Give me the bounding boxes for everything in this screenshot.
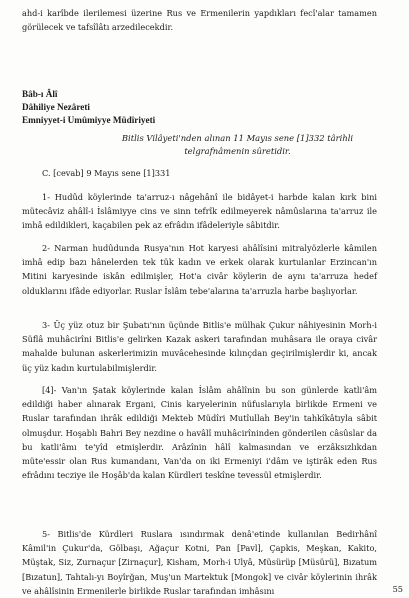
header-line-2: Dâhiliye Nezâreti <box>22 102 90 112</box>
paragraph-1: 1- Hudûd köylerinde ta'arruz-ı nâgehânî ile bidâyet-i harbde kalan kırk bini mütecâviz ahâlî-i İslâmiyye cins ve sinn tefrîk edilmeyerek nâmûslarına ta'arruz ile imhâ edildikleri, kaçabilen pek az efrâdın ifâdeleriyle sâbitdir. <box>22 192 377 231</box>
paragraph-4: [4]- Van'ın Şatak köylerinde kalan İslâm ahâlînin bu son günlerde katli'âm edildiği haber alınarak Ergani, Cinis karyelerinin nüfuslarıyla birlikde Ermeni ve Ruslar tarafından ihrâk edildiği Mekteb Müdîri Mutîullah Bey'in tahkîkâtıyla sâbit olmuşdur. Hoşablı Bahri Bey nezdine o havâlî muhâcirîninden gönderilen câsûslar da bu katli'âmı te'yîd etmişlerdir. Arâzînin hâlî kalmasından ve erzâksızlıkdan müte'essir olan Rus kumandanı, Van'da on iki Ermeniyi i'dâm ve iştirâk eden Rus efrâdını tecziye ile Hoşâb'da kalan Kürdleri teskîne tevessül etmişlerdir. <box>22 385 377 481</box>
paragraph-2: 2- Narman hudûdunda Rusya'nın Hot karyesi ahâlîsini mitralyözlerle kâmilen imhâ edip bazı hânelerden tek tük kadın ve erkek olarak kurtulanlar Erzincan'ın Mitini karyesinde iskân edilmişler, Hot'a civâr köylerin de aynı ta'arruza hedef olduklarını ifâde ediyorlar. Ruslar İslâm tebe'alarına ta'arruzla harbe başlıyorlar. <box>22 243 377 296</box>
paragraph-3: 3- Üç yüz otuz bir Şubatı'nın üçünde Bitlis'e mülhak Çukur nâhiyesinin Morh-i Süflâ muhâcirîni Bitlis'e gelirken Kazak askeri tarafından muhâsara ile oraya civâr mahalde bulunan askerlerimizin muvâcehesinde kılınçdan geçirilmişlerdir ki, ancak üç yüz kadın kurtulabilmişlerdir. <box>22 320 377 373</box>
page-number: 55 <box>392 584 403 594</box>
intro-paragraph: ahd-i karîbde ilerilemesi üzerine Rus ve Ermenilerin yapdıkları fecî'alar tamamen görülecek ve tafsîlâtı arzedilecekdir. <box>22 8 377 33</box>
paragraph-5: 5- Bitlis'de Kürdleri Ruslara ısındırmak denâ'etinde kullanılan Bedirhânî Kâmil'in Çukur'da, Gölbaşı, Ağaçur Kotni, Pan [Pavl], Çapkis, Meşkan, Kakito, Müştak, Siz, Zurnaçur [Zirnaçur], Kisham, Morh-i Ulyâ, Müsürüp [Müsürü], Bızatum [Bızatun], Tahtalı-yı Boyîrğan, Muş'un Martektuk [Mongok] ve civâr köylerinin ihrâk ve ahâlîsinin Ermenilerle birlikde Ruslar tarafından imhâsını <box>22 529 377 596</box>
document-subtitle: Bitlis Vilâyeti'nden alınan 11 Mayıs sene [1]332 târihli telgrafnâmenin sûretidir. <box>121 133 354 156</box>
dateline: C. [cevab] 9 Mayıs sene [1]331 <box>42 168 171 178</box>
header-line-3: Emniyyet-i Umûmiyye Müdîriyeti <box>22 115 156 125</box>
header-line-1: Bâb-ı Âlî <box>22 89 58 99</box>
